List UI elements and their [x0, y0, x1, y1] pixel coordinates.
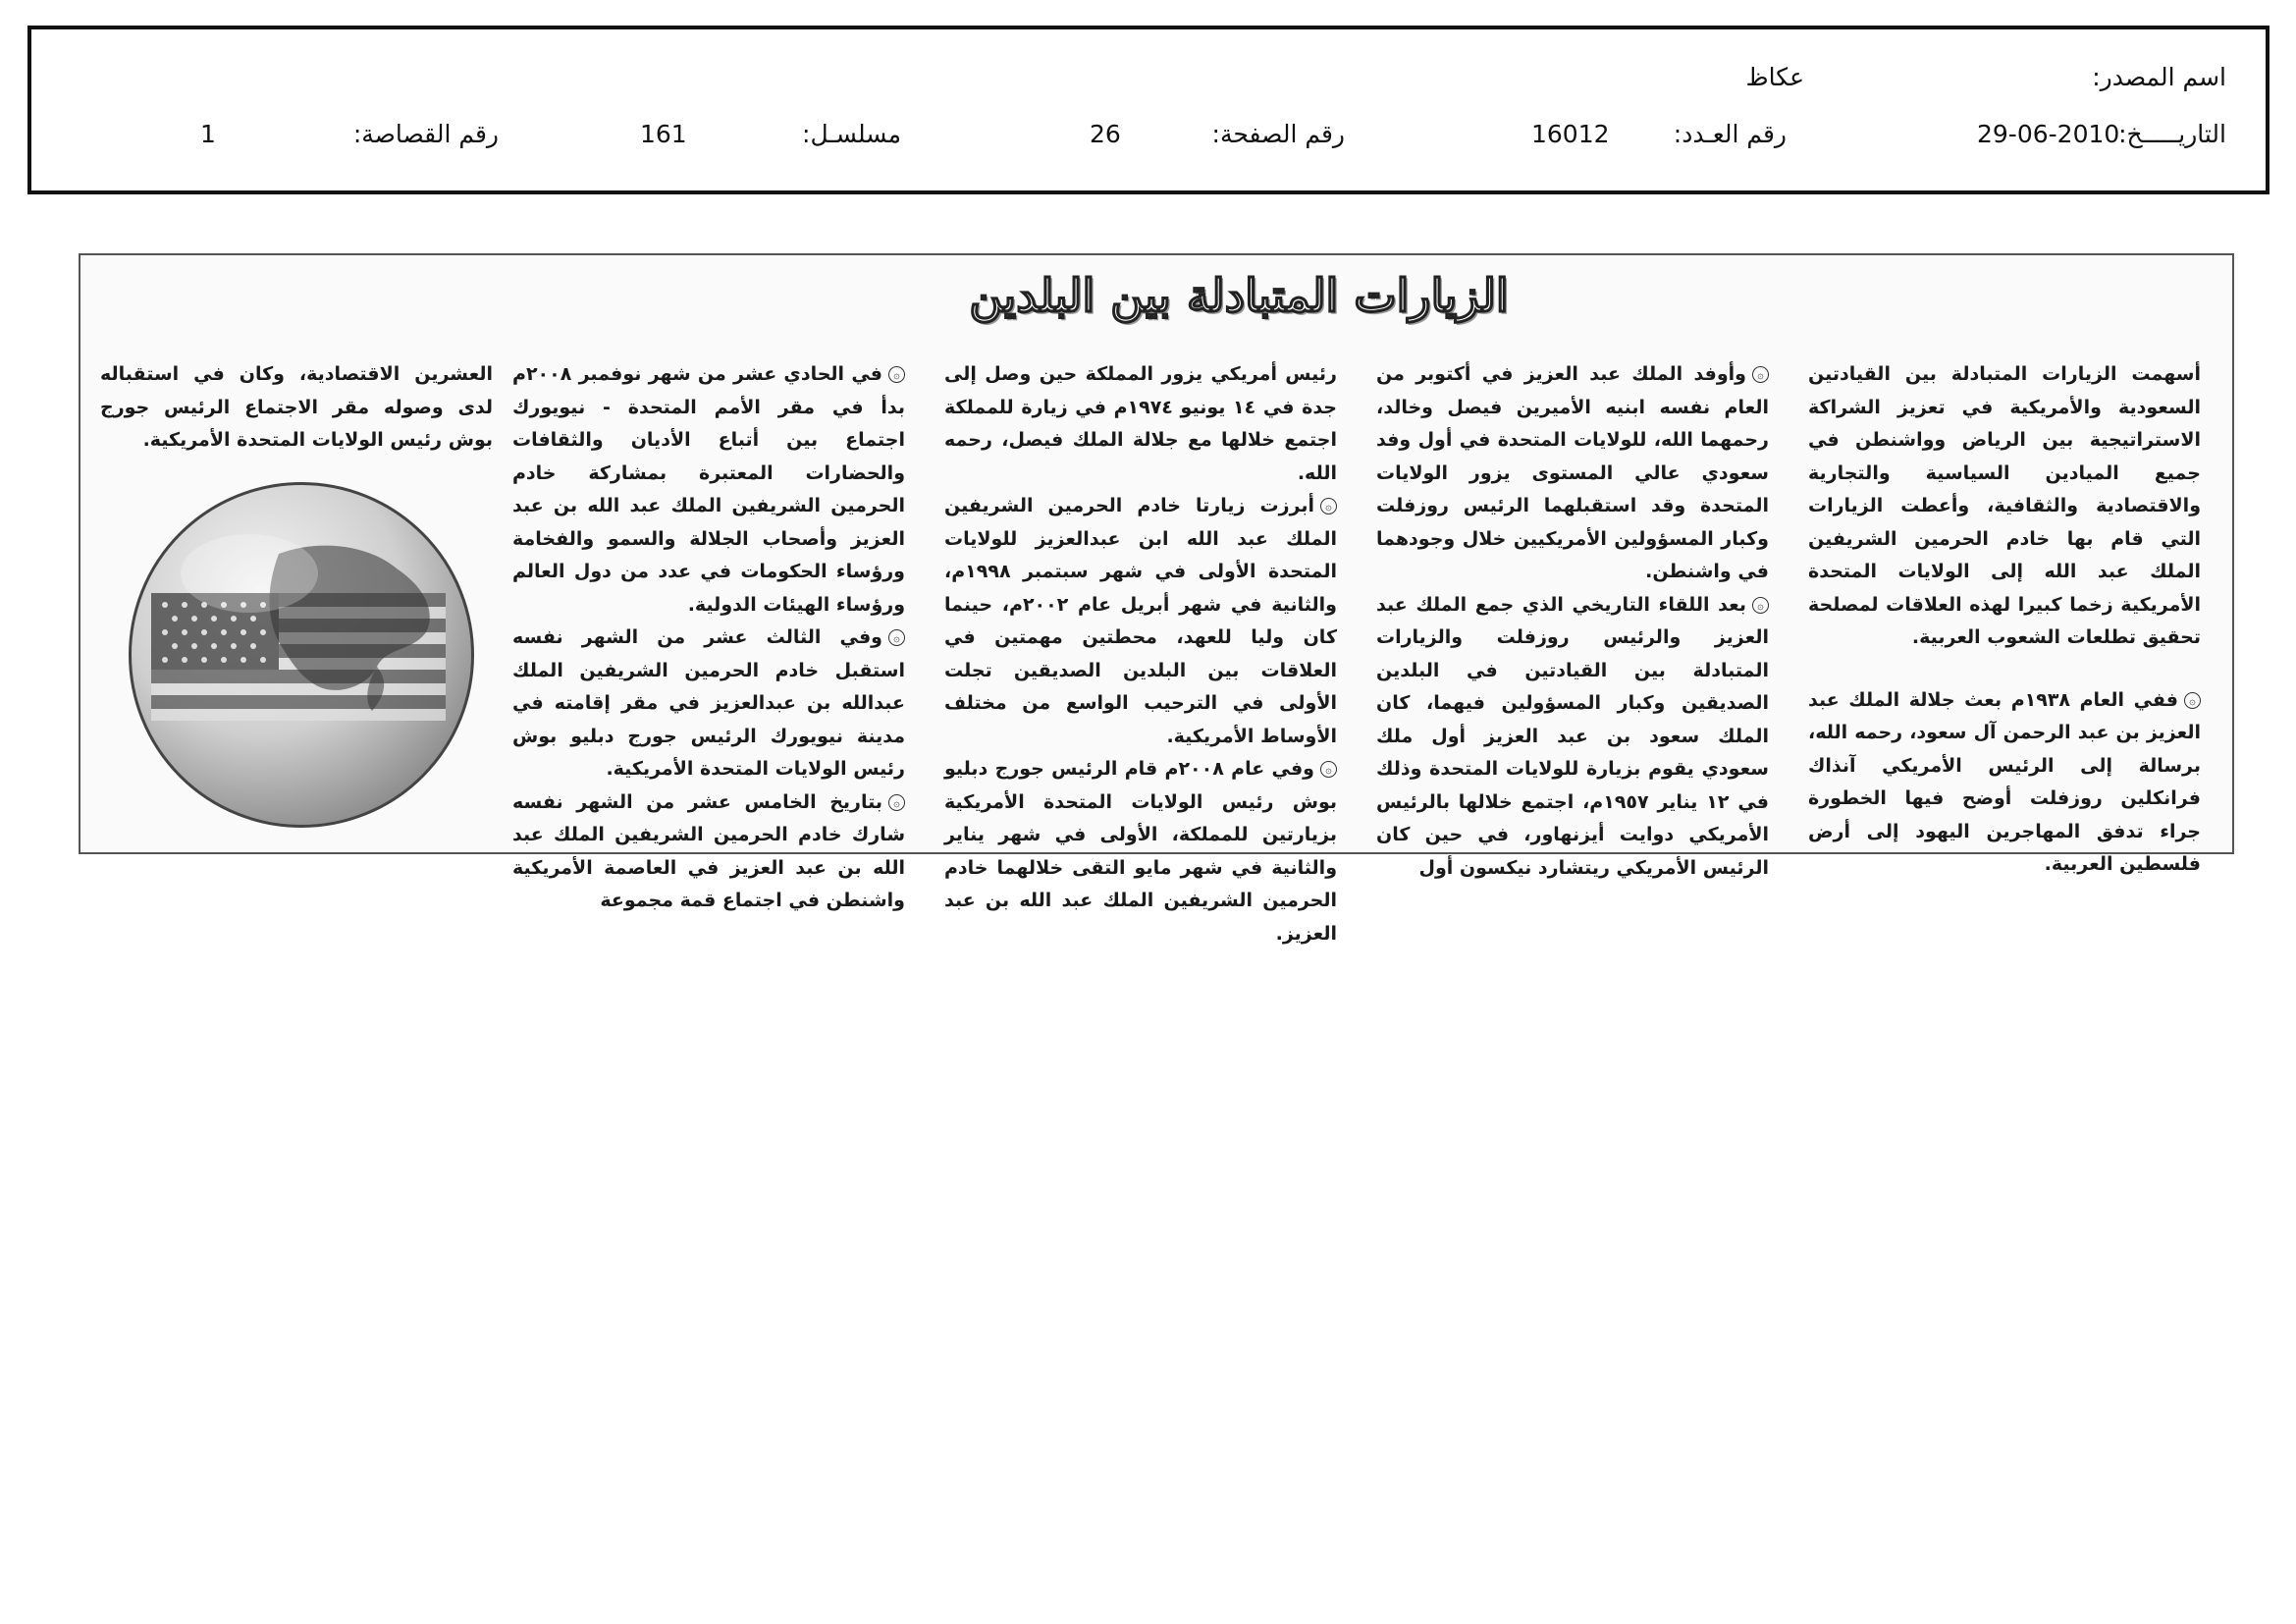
paragraph: ۞أبرزت زيارتا خادم الحرمين الشريفين الملك عبد الله ابن عبدالعزيز للولايات المتحدة الأولى في شهر سبتمبر ١٩٩٨م، والثانية في شهر أبريل عام ٢٠٠٢م، حينما كان وليا للعهد، محطتين مهمتين في العلاقات بين البلدين الصديقين تجلت الأولى في الترحيب الواسع من مختلف الأوساط الأمريكية.	[944, 495, 1337, 747]
bullet-icon: ۞	[888, 629, 905, 646]
paragraph: رئيس أمريكي يزور المملكة حين وصل إلى جدة في ١٤ يونيو ١٩٧٤م في زيارة للمملكة اجتمع خلالها مع جلالة الملك فيصل، رحمه الله.	[944, 363, 1337, 484]
page-value: 26	[1090, 120, 1121, 148]
paragraph: ۞وأوفد الملك عبد العزيز في أكتوبر من العام نفسه ابنيه الأميرين فيصل وخالد، رحمهما الله، للولايات المتحدة في أول وفد سعودي عالي المستوى يزور الولايات المتحدة وقد استقبلهما الرئيس روزفلت وكبار المسؤولين الأمريكيين خلال وجودهما في واشنطن.	[1376, 363, 1769, 582]
paragraph: أسهمت الزيارات المتبادلة بين القيادتين السعودية والأمريكية في تعزيز الشراكة الاستراتيجية بين الرياض وواشنطن في جميع الميادين السياسية والتجارية والاقتصادية والثقافية، وأعطت الزيارات التي قام بها خادم الحرمين الشريفين الملك عبد الله إلى الولايات المتحدة الأمريكية زخما كبيرا لهذه العلاقات لمصلحة تحقيق تطلعات الشعوب العربية.	[1808, 363, 2201, 648]
serial-label: مسلسـل:	[802, 120, 901, 148]
bullet-icon: ۞	[1320, 761, 1337, 778]
article-column-5	[100, 358, 493, 458]
clip-number-label: رقم القصاصة:	[352, 120, 499, 148]
bullet-icon: ۞	[1320, 498, 1337, 514]
issue-label: رقم العـدد:	[1673, 120, 1787, 148]
globe-flag-illustration	[129, 482, 474, 828]
bullet-icon: ۞	[1752, 366, 1769, 383]
paragraph: ۞ففي العام ١٩٣٨م بعث جلالة الملك عبد العزيز بن عبد الرحمن آل سعود، رحمه الله، برسالة إلى الرئيس الأمريكي آنذاك فرانكلين روزفلت أوضح فيها الخطورة جراء تدفق المهاجرين اليهود إلى أرض فلسطين العربية.	[1808, 688, 2201, 875]
bullet-icon: ۞	[2184, 692, 2201, 709]
clip-number-value: 1	[200, 120, 216, 148]
issue-value: 16012	[1531, 120, 1610, 148]
serial-value: 161	[640, 120, 687, 148]
paragraph: ۞في الحادي عشر من شهر نوفمبر ٢٠٠٨م بدأ في مقر الأمم المتحدة - نيويورك اجتماع بين أتباع الأديان والثقافات والحضارات المعتبرة بمشاركة خادم الحرمين الشريفين الملك عبد الله بن عبد العزيز وأصحاب الجلالة والسمو والفخامة ورؤساء الحكومات في عدد من دول العالم ورؤساء الهيئات الدولية.	[512, 363, 905, 616]
paragraph: ۞وفي الثالث عشر من الشهر نفسه استقبل خادم الحرمين الشريفين الملك عبدالله بن عبدالعزيز في مقر إقامته في مدينة نيويورك الرئيس جورج دبليو بوش رئيس الولايات المتحدة الأمريكية.	[512, 626, 905, 780]
us-flag-map-icon	[132, 485, 471, 825]
source-label: اسم المصدر:	[2092, 63, 2226, 91]
bullet-icon: ۞	[888, 794, 905, 811]
bullet-icon: ۞	[888, 366, 905, 383]
paragraph: ۞وفي عام ٢٠٠٨م قام الرئيس جورج دبليو بوش رئيس الولايات المتحدة الأمريكية بزيارتين للمملكة، الأولى في شهر يناير والثانية في شهر مايو التقى خلالهما خادم الحرمين الشريفين الملك عبد الله بن عبد العزيز.	[944, 758, 1337, 945]
date-label: التاريـــــخ:	[2118, 120, 2226, 148]
source-info-box	[27, 26, 2269, 194]
paragraph: العشرين الاقتصادية، وكان في استقباله لدى وصوله مقر الاجتماع الرئيس جورج بوش رئيس الولايات المتحدة الأمريكية.	[100, 363, 493, 451]
article-title: الزيارات المتبادلة بين البلدين	[969, 269, 1509, 322]
date-value: 29-06-2010	[1977, 120, 2120, 148]
page-label: رقم الصفحة:	[1211, 120, 1345, 148]
article-column-3	[944, 358, 1337, 950]
article-column-1	[1808, 358, 2201, 882]
newspaper-clipping	[79, 253, 2234, 945]
article-column-2	[1376, 358, 1769, 885]
article-column-4	[512, 358, 905, 918]
source-value: عكاظ	[1745, 63, 1804, 91]
paragraph: ۞بتاريخ الخامس عشر من الشهر نفسه شارك خادم الحرمين الشريفين الملك عبد الله بن عبد العزيز في العاصمة الأمريكية واشنطن في اجتماع قمة مجموعة	[512, 790, 905, 911]
paragraph: ۞بعد اللقاء التاريخي الذي جمع الملك عبد العزيز والرئيس روزفلت والزيارات المتبادلة بين القيادتين في البلدين الصديقين وكبار المسؤولين فيهما، كان الملك سعود بن عبد العزيز أول ملك سعودي يقوم بزيارة للولايات المتحدة وذلك في ١٢ يناير ١٩٥٧م، اجتمع خلالها بالرئيس الأمريكي دوايت أيزنهاور، في حين كان الرئيس الأمريكي ريتشارد نيكسون أول	[1376, 593, 1769, 879]
bullet-icon: ۞	[1752, 597, 1769, 614]
